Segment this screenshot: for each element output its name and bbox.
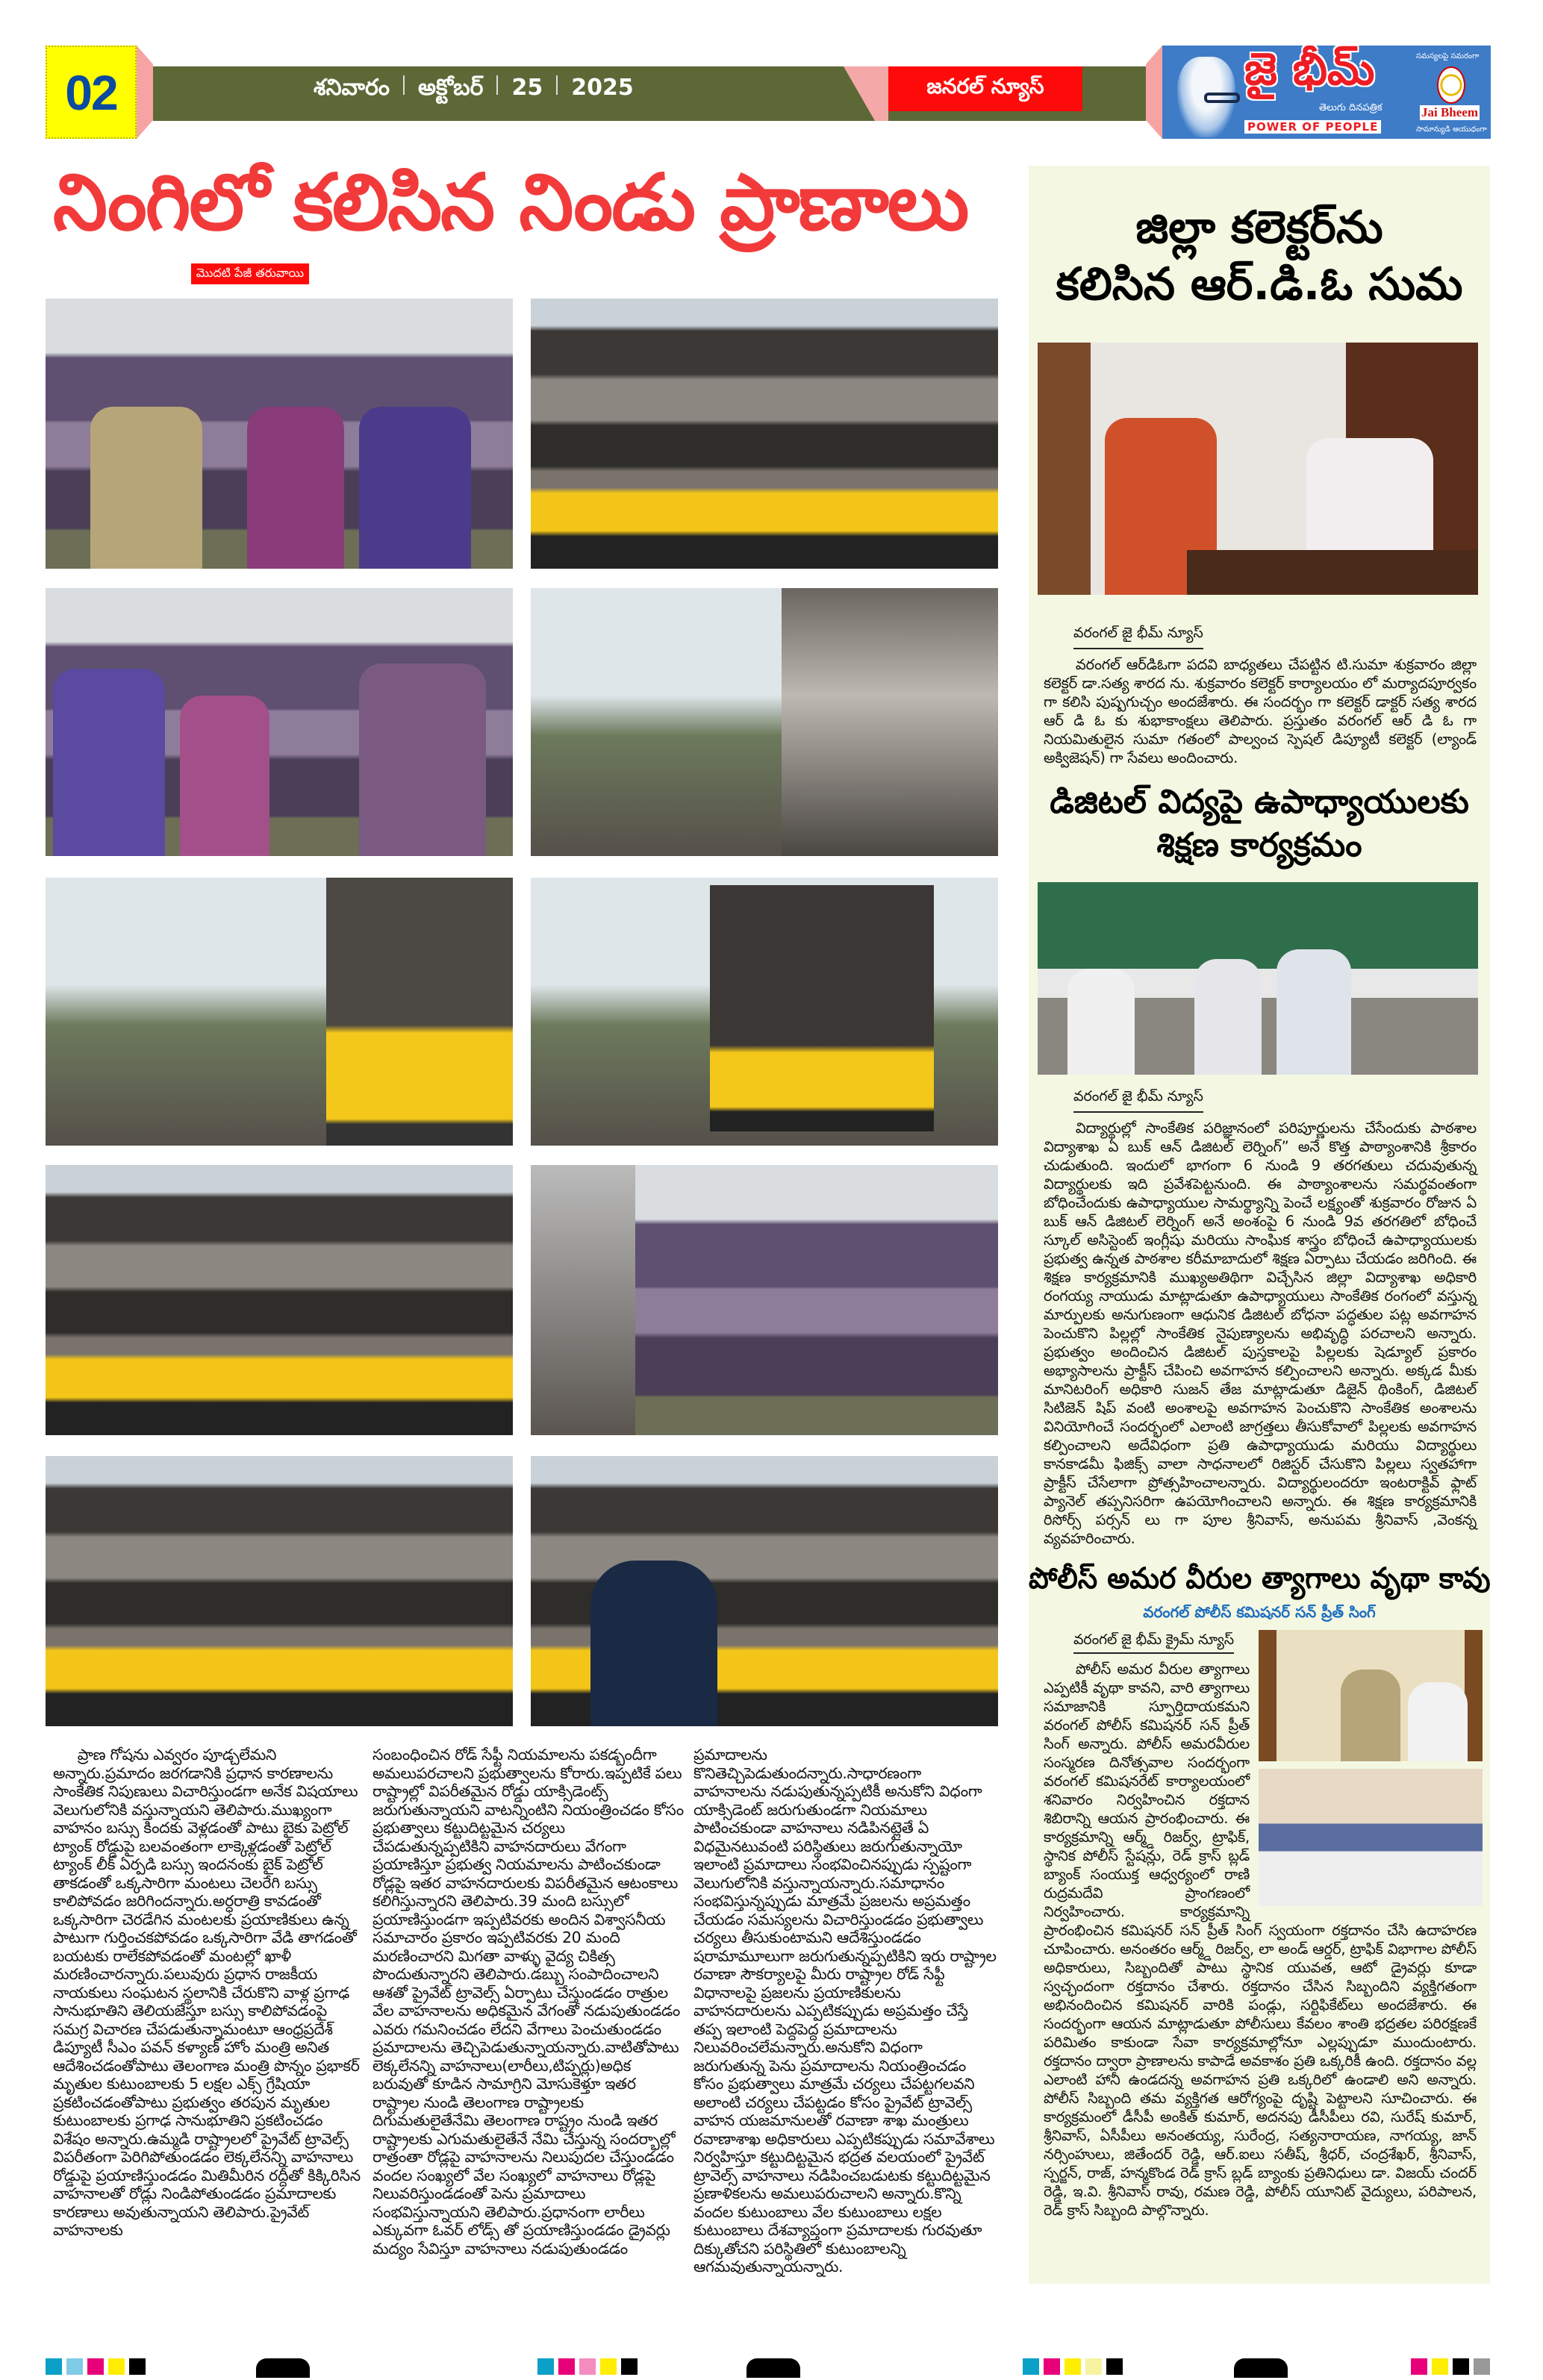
- photo-officials-on-phone: [46, 299, 513, 569]
- tv-tagline-top: సమస్యలపై సమరంగా: [1416, 52, 1480, 60]
- sidebar-panel: [1029, 166, 1490, 2284]
- date-separator: [556, 75, 558, 95]
- article-column-1: ప్రాణ గోషను ఎవ్వరం పూడ్చలేమని అన్నారు.ప్రమాదం జరగడానికి ప్రధాన కారణాలను సాంకేతిక నిపుణులు విచారిస్తుండగా అనేక విషయాలు వెలుగులోనికి వస్తున్నాయని తెలిపారు.ముఖ్యంగా వాహనం బస్సు కిందకు వెళ్లడంతో పాటు బైకు పెట్రోల్ ట్యాంక్ రోడ్డుపై బలవంతంగా లాక్కెళ్లడంతో పెట్రోల్ ట్యాంక్ లీక్ ఏర్పడి బస్సు ఇందనంకు బైక్ పెట్రోల్ తాకడంతో ఒక్కసారిగా మంటలు చెలరేగి బస్సు కాలిపోవడం జరిగిందన్నారు.అర్ధరాత్రి కావడంతో ఒక్కసారిగా చెరడేగిన మంటలకు ప్రయాణికులు ఉన్న పాటుగా గుర్తించకపోవడం ఒక్కసారిగా వేడి తాగడంతో బయటకు రాలేకపోవడంతో మంటల్లో ఖాళీ మరణించారన్నారు.పలువురు ప్రధాన రాజకీయ నాయకులు సంఘటన స్థలానికి చేరుకొని వాళ్ల ప్రగాఢ సానుభూతిని తెలియజేస్తూ బస్సు కాలిపోవడంపై సమగ్ర విచారణ చేపడుతున్నామంటూ ఆంధ్రప్రదేశ్ డిప్యూటీ సీఎం పవన్ కళ్యాణ్ హోం మంత్రి అనిత ఆదేశించడంతోపాటు తెలంగాణ మంత్రి పొన్నం ప్రభాకర్ మృతుల కుటుంబాలకు 5 లక్షల ఎక్స్ గ్రేషియా ప్రకటించడంతోపాటు ప్రభుత్వం తరపున మృతుల కుటుంబాలకు ప్రగాఢ సానుభూతిని ప్రకటించడం విశేషం అన్నారు.ఉమ్మడి రాష్ట్రాలలో ప్రైవేట్ ట్రావెల్స్ విపరీతంగా పెరిగిపోతుండడం లెక్కలేనన్ని వాహనాలు రోడ్డుపై ప్రయాణిస్తుండడం మితిమీరిన రద్దీతో కిక్కిరిసిన వాహనాలతో రోడ్లు నిండిపోతుండడం ప్రమాదాలకు కారణాలు అవుతున్నాయని తెలిపారు.ప్రైవేట్ వాహనాలకు: [53, 1746, 361, 2239]
- police-photos: [1259, 1630, 1483, 1906]
- photo-teacher-training: [1038, 882, 1478, 1075]
- photo-burnt-bus-wide: [46, 1456, 513, 1726]
- collector-byline: వరంగల్ జై భీమ్ న్యూస్: [1073, 625, 1203, 649]
- logo-tagline: తెలుగు దినపత్రిక: [1319, 102, 1383, 113]
- color-registration-bar: [1023, 2358, 1123, 2375]
- police-subheadline: వరంగల్ పోలీస్ కమిషనర్ సన్ ప్రీత్ సింగ్: [1143, 1603, 1376, 1621]
- digital-headline-line1: డిజిటల్ విద్యపై ఉపాధ్యాయులకు: [1050, 783, 1469, 821]
- date-separator: [496, 75, 498, 95]
- person-shape: [1408, 1682, 1468, 1761]
- photo-fireman-at-bus: [531, 1456, 998, 1726]
- article-column-2: సంబంధించిన రోడ్ సేఫ్టీ నియమాలను పకడ్బందీగా అమలుపరచాలని ప్రభుత్వాలను కోరారు.ఇప్పటికే పలు రాష్ట్రాల్లో విపరీతమైన రోడ్డు యాక్సిడెంట్స్ జరుగుతున్నాయని వాటన్నింటిని నియంత్రించడం కోసం ప్రభుత్వాలు కట్టుదిట్టమైన చర్యలు చేపడుతున్నప్పటికిని వాహనదారులు వేగంగా ప్రయాణిస్తూ ప్రభుత్వ నియమాలను పాటించకుండా రోడ్లపై ఇతర వాహనదారులకు విపరీతమైన ఆటంకాలు కలిగిస్తున్నారని తెలిపారు.39 మంది బస్సులో ప్రయాణిస్తుండగా ఇప్పటివరకు అందిన విశ్వాసనీయ సమాచారం ప్రకారం ఇప్పటివరకు 20 మంది మరణించారని మిగతా వాళ్ళు వైద్య చికిత్స పొందుతున్నారని తెలిపారు.డబ్బు సంపాదించాలని ఆశతో ప్రైవేట్ ట్రావెల్స్ ఏర్పాటు చేస్తుండడం రాత్రుల వేల వాహనాలను అధికమైన వేగంతో నడుపుతుండడం ఎవరు గమనించడం లేదని వేగాలు పెంచుతుండడం ప్రమాదాలను తెచ్చిపెడుతున్నాయన్నారు.వాటితోపాటు లెక్కలేనన్ని వాహనాలు(లారీలు,టిప్పర్లు)అధిక బరువుతో కూడిన సామాగ్రిని మోసుకెళ్తూ ఇతర రాష్ట్రాల నుండి తెలంగాణ రాష్ట్రాలకు దిగుమతులైతేనేమి తెలంగాణ రాష్ట్రం నుండి ఇతర రాష్ట్రాలకు ఎగుమతులైతేనే నేమి చేస్తున్న సందర్భాల్లో రాత్రంతా రోడ్లపై వాహనాలను నిలుపుదల చేస్తుండడం వందల సంఖ్యలో వేల సంఖ్యలో వాహనాలు రోడ్లపై నిలువరిస్తుండడంతో పెను ప్రమాదాలు సంభవిస్తున్నాయని తెలిపారు.ప్రధానంగా లారీలు ఎక్కువగా ఓవర్ లోడ్స్ తో ప్రయాణిస్తుండడం డ్రైవర్లు మద్యం సేవిస్తూ వాహనాలు నడుపుతుండడం: [372, 1746, 684, 2258]
- tv-name: Jai Bheem: [1421, 105, 1479, 119]
- article-column-3: ప్రమాదాలను కొనితెచ్చిపెడుతుందన్నారు.సాధారణంగా వాహనాలను నడుపుతున్నప్పటికీ అనుకోని విధంగా యాక్సిడెంట్ జరుగుతుండగా నియమాలు పాటించకుండా వాహనాలు నడిపినట్లైతే ఏ విధమైనటువంటి పరిస్థితులు జరుగుతున్నాయో ఇలాంటి ప్రమాదాలు సంభవించినప్పుడు స్పష్టంగా వెలుగులోనికి వస్తున్నాయన్నారు.సమాధానం సంభవిస్తున్నప్పుడు మాత్రమే ప్రజలను అప్రమత్తం చేయడం సమస్యలను విచారిస్తుండడం ప్రభుత్వాలు చర్యలు తీసుకుంటామని ఆదేశిస్తుండడం షరామామూలుగా జరుగుతున్నప్పటికిని ఇరు రాష్ట్రాల రవాణా సౌకర్యాలపై మీరు రాష్ట్రాల రోడ్ సేఫ్టీ విధానాలపై ప్రజలను ప్రయాణికులను వాహనదారులను ఎప్పటికప్పుడు అప్రమత్తం చేస్తే తప్ప ఇలాంటి పెద్దపెద్ద ప్రమాదాలను నిలువరించలేమన్నారు.అనుకోని విధంగా జరుగుతున్న పెను ప్రమాదాలను నియంత్రించడం కోసం ప్రభుత్వాలు మాత్రమే చర్యలు చేపట్టగలవని అలాంటి చర్యలు చేపట్టడం కోసం ప్రైవేట్ ట్రావెల్స్ వాహన యజమానులతో రవాణా శాఖ మంత్రులు రవాణాశాఖ అధికారులు ఎప్పటికప్పుడు సమావేశాలు నిర్వహిస్తూ కట్టుదిట్టమైన భద్రత వలయంలో ప్రైవేట్ ట్రావెల్స్ వాహనాలు నడిపించబడుటకు కట్టుదిట్టమైన ప్రణాళికలను అమలుపరుచాలని అన్నారు.కొన్ని వందల కుటుంబాలు వేల కుటుంబాలు లక్షల కుటుంబాలు దేశవ్యాప్తంగా ప్రమాదాలకు గురవుతూ దిక్కుతోచని పరిస్థితిలో కుటుంబాలన్ని ఆగమవుతున్నాయన్నారు.: [693, 1746, 997, 2276]
- person-shape: [90, 407, 202, 569]
- person-shape: [359, 663, 486, 856]
- person-shape: [247, 407, 344, 569]
- photo-bus-rear-police: [531, 878, 998, 1146]
- photo-police-at-site: [531, 1165, 998, 1435]
- digital-body: విద్యార్థుల్లో సాంకేతిక పరిజ్ఞానంలో పరిపూర్ణులను చేసేందుకు పాఠశాల విద్యాశాఖ ఏ బుక్ ఆన్ డిజిటల్ లెర్నింగ్” అనే కొత్త పాఠ్యాంశానికి శ్రీకారం చుడుతుంది. ఇందులో భాగంగా 6 నుండి 9 తరగతులు చదువుతున్న విద్యార్థులకు ఇది ప్రవేశపెట్టనుంది. ఈ పాఠ్యాంశాలను సమర్థవంతంగా బోధించేందుకు ఉపాధ్యాయుల సామర్థ్యాన్ని పెంచే లక్ష్యంతో శుక్రవారం రోజున ఏ బుక్ ఆన్ డిజిటల్ లెర్నింగ్ అనే అంశంపై 6 నుండి 9వ తరగతిలో బోధించే స్కూల్ అసిస్టెంట్ ఇంగ్లీషు మరియు సాంఘిక శాస్త్రం బోధించే ఉపాధ్యాయులకు ప్రభుత్వ ఉన్నత పాఠశాల కరీమాబాదులో శిక్షణ ఏర్పాటు చేయడం జరిగింది. ఈ శిక్షణ కార్యక్రమానికి ముఖ్యఅతిథిగా విచ్చేసిన జిల్లా విద్యాశాఖ అధికారి రంగయ్య నాయుడు మాట్లాడుతూ ఉపాధ్యాయులు సాంకేతిక రంగంలో వస్తున్న మార్పులకు అనుగుణంగా ఆధునిక డిజిటల్ బోధనా పద్ధతుల పట్ల అవగాహన పెంచుకొని పిల్లల్లో సాంకేతిక నైపుణ్యాలను అభివృద్ధి పరచాలని అన్నారు. ప్రభుత్వం అందించిన డిజిటల్ పుస్తకాలపై పిల్లలకు షెడ్యూల్ ప్రకారం అభ్యాసాలను ప్రాక్టీస్ చేపించి అవగాహన కల్పించాలని అన్నారు. అక్కడ మీకు మానిటరింగ్ అధికారి సుజన్ తేజ మాట్లాడుతూ డిజైన్ థింకింగ్, డిజిటల్ సిటిజెన్ షిప్ వంటి అంశాలపై అవగాహన పెంచుకొని సాంకేతిక అంశాలను వినియోగించే సందర్భంలో ఎలాంటి జాగ్రత్తలు తీసుకోవాలో పిల్లలకు అవగాహన కల్పించాలని అదేవిధంగా ప్రతి ఉపాధ్యాయుడు మరియు విద్యార్థులు కానకాడమీ ఫిజిక్స్ వాలా సాధనాలలో రిజిస్టర్ చేసుకొని పిల్లలు స్వతహాగా ప్రాక్టీస్ చేసేలాగా ప్రోత్సహించాలన్నారు. విద్యార్థులందరూ ఇంటరాక్టివ్ ఫ్లాట్ ప్యానెల్ తప్పనిసరిగా ఉపయోగించాలని అన్నారు. ఈ శిక్షణ కార్యక్రమానికి రిసోర్స్ పర్సన్ లు గా పూల శ్రీనివాస్, అనుపమ శ్రీనివాస్ ,వెంకన్న వ్యవహరించారు.: [1044, 1119, 1477, 1547]
- bus-rear-shape: [710, 885, 934, 1131]
- logo-wedge: [1146, 46, 1162, 139]
- tv-emblem-icon: [1437, 66, 1465, 104]
- date-year: 2025: [571, 75, 634, 101]
- color-registration-bar: [1411, 2358, 1490, 2375]
- bus-wreck-shape: [782, 588, 998, 856]
- police-body-wrap: [1044, 1630, 1477, 2220]
- date-month: అక్టోబర్: [418, 75, 484, 101]
- page-number-wedge: [137, 46, 153, 139]
- color-registration-bar: [537, 2358, 638, 2375]
- photo-roadside-onlookers: [46, 878, 513, 1146]
- person-shape: [1277, 949, 1351, 1075]
- tv-tagline-bottom: సామాన్యుడి ఆయుధంగా: [1416, 125, 1487, 134]
- collector-headline-line1: జిల్లా కలెక్టర్‌ను: [1135, 202, 1383, 254]
- registration-mark: [256, 2358, 310, 2378]
- collector-headline-line2: కలిసిన ఆర్.డి.ఓ సుమ: [1056, 258, 1463, 310]
- section-label: జనరల్ న్యూస్: [888, 66, 1082, 111]
- color-registration-bar: [46, 2358, 146, 2375]
- photo-burnt-bus-crowd: [46, 1165, 513, 1435]
- glasses-shape: [1204, 93, 1240, 103]
- person-shape: [53, 669, 165, 856]
- date-number: 25: [511, 75, 543, 101]
- police-byline: వరంగల్ జై భీమ్ క్రైమ్ న్యూస్: [1073, 1631, 1234, 1654]
- photo-crowd-near-bus: [531, 588, 998, 856]
- photo-collector-meeting: [1038, 343, 1478, 595]
- main-headline: నింగిలో కలిసిన నిండు ప్రాణాలు: [53, 157, 968, 248]
- digital-headline-line2: శిక్షణ కార్యక్రమం: [1156, 826, 1362, 864]
- issue-date: [314, 75, 634, 106]
- police-headline: పోలీస్ అమర వీరుల త్యాగాలు వృథా కావు: [1029, 1562, 1491, 1596]
- person-shape: [1067, 969, 1135, 1075]
- fireman-shape: [590, 1561, 717, 1726]
- date-separator: [403, 75, 405, 95]
- photo-blood-donation: [1259, 1769, 1483, 1906]
- police-body: పోలీస్ అమర వీరుల త్యాగాలు ఎప్పటికీ వృథా కావని, వారి త్యాగాలు సమాజానికి స్ఫూర్తిదాయకమని వరంగల్ పోలీస్ కమిషనర్ సన్ ప్రీత్ సింగ్ అన్నారు. పోలీస్ అమరవీరుల సంస్మరణ దినోత్సవాల సందర్భంగా వరంగల్ కమిషనరేట్ కార్యాలయంలో శనివారం నిర్వహించిన రక్తదాన శిబిరాన్ని ఆయన ప్రారంభించారు. ఈ కార్యక్రమాన్ని ఆర్మ్డ్ రిజర్వ్, ట్రాఫిక్, స్థానిక పోలీస్ స్టేషన్లు, రెడ్ క్రాస్ బ్లడ్ బ్యాంక్ సంయుక్త ఆధ్వర్యంలో రాణి రుద్రమదేవి ప్రాంగణంలో నిర్వహించారు. కార్యక్రమాన్ని ప్రారంభించిన కమిషనర్ సన్ ప్రీత్ సింగ్ స్వయంగా రక్తదానం చేసి ఉదాహరణ చూపించారు. అనంతరం ఆర్మ్డ్ రిజర్వ్, లా అండ్ ఆర్డర్, ట్రాఫిక్ విభాగాల పోలీస్ అధికారులు, సిబ్బందితో పాటు స్థానిక యువత, ఆటో డ్రైవర్లు కూడా స్వచ్ఛందంగా రక్తదానం చేశారు. రక్తదానం చేసిన సిబ్బందిని వ్యక్తిగతంగా అభినందించిన కమిషనర్ వారికి పండ్లు, సర్టిఫికేట్‌లు అందజేశారు. ఈ సందర్భంగా ఆయన మాట్లాడుతూ పోలీసులు కేవలం శాంతి భద్రతల పరిరక్షణకే పరిమితం కాకుండా సేవా కార్యక్రమాల్లోనూ ఎల్లప్పుడూ ముందుంటారు. రక్తదానం ద్వారా ప్రాణాలను కాపాడే అవకాశం ప్రతి ఒక్కరికీ ఉంది. రక్తదానం వల్ల ఎలాంటి హానీ ఉండదన్న అవగాహన ప్రతి ఒక్కరిలో ఉండాలి అని అన్నారు. పోలీస్ సిబ్బంది తమ వ్యక్తిగత ఆరోగ్యంపై దృష్టి పెట్టాలని సూచించారు. ఈ కార్యక్రమంలో డీసీపీ అంకిత్ కుమార్, అదనపు డీసీపీలు రవి, సురేష్ కుమార్, శ్రీనివాస్, ఏసీపీలు అనంతయ్య, సురేంద్ర, సత్యనారాయణ, నాగయ్య, జాన్ నర్సింహులు, జితేందర్ రెడ్డి, ఆర్.ఐలు సతీష్, శ్రీధర్, చంద్రశేఖర్, శ్రీనివాస్, స్పర్జన్, రాజ్, హన్మకొండ రెడ్ క్రాస్ బ్లడ్ బ్యాంకు ప్రతినిధులు డా. విజయ్ చందర్ రెడ్డి, ఇ.వి. శ్రీనివాస్ రావు, రమణ రెడ్డి, పోలీస్ యూనిట్ వైద్యులు, పరిపాలన, రెడ్ క్రాస్ సిబ్బంది పాల్గొన్నారు.: [1044, 1661, 1477, 2219]
- logo-brand: జై భీమ్: [1244, 46, 1375, 96]
- person-shape: [1341, 1670, 1400, 1761]
- digital-byline: వరంగల్ జై భీమ్ న్యూస్: [1073, 1088, 1203, 1113]
- person-shape: [1194, 959, 1262, 1075]
- registration-mark: [1234, 2358, 1288, 2378]
- desk-shape: [1187, 550, 1478, 595]
- page-number: 02: [46, 46, 137, 139]
- portrait-image: [1177, 57, 1235, 137]
- person-shape: [359, 407, 471, 569]
- newspaper-logo: [1162, 46, 1491, 139]
- logo-slogan: POWER OF PEOPLE: [1244, 120, 1381, 134]
- collector-body: వరంగల్ ఆర్‌డిఓగా పదవి బాధ్యతలు చేపట్టిన టి.సుమా శుక్రవారం జిల్లా కలెక్టర్ డా.సత్య శారద ను. శుక్రవారం కలెక్టర్ కార్యాలయం లో మర్యాదపూర్వకం గా కలిసి పుష్పగుచ్చం అందజేశారు. ఈ సందర్భం గా కలెక్టర్ డాక్టర్ సత్య శారద ఆర్ డి ఓ కు శుభాకాంక్షలు తెలిపారు. ప్రస్తుతం వరంగల్ ఆర్ డి ఓ గా నియమితులైన సుమా గతంలో పాల్వంచ స్పెషల్ డిప్యూటీ కలెక్టర్ (ల్యాండ్ అక్విజెషన్) గా సేవలు అందించారు.: [1044, 656, 1477, 766]
- bus-rear-shape: [326, 878, 513, 1146]
- bus-wreck-shape: [531, 1165, 635, 1435]
- photo-officials-crowd: [46, 588, 513, 856]
- photo-burnt-bus-side: [531, 299, 998, 569]
- registration-mark: [746, 2358, 800, 2378]
- date-day: శనివారం: [314, 75, 390, 101]
- person-shape: [180, 696, 269, 856]
- photo-ribbon-cutting: [1259, 1630, 1483, 1761]
- continued-label: మొదటి పేజీ తరువాయి: [191, 263, 309, 284]
